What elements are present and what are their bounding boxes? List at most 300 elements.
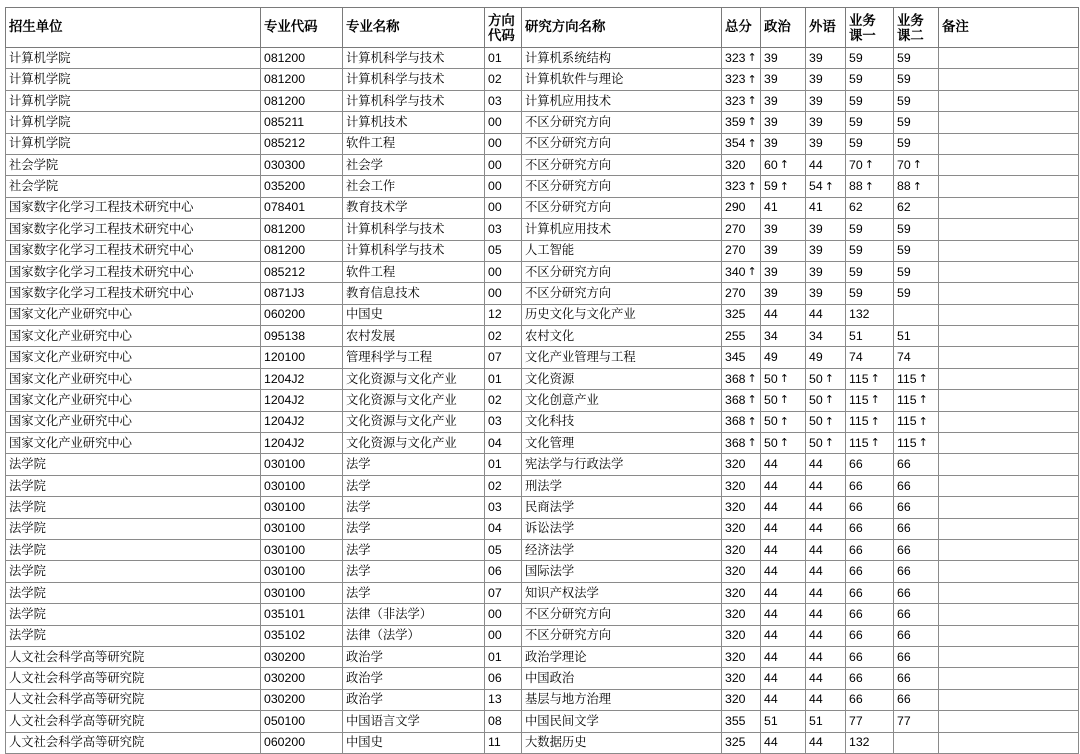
cell-politics bbox=[761, 668, 806, 689]
cell-remark bbox=[939, 112, 1079, 133]
column-header-remark: 备注 bbox=[939, 8, 1079, 48]
cell-major1-value: 59 bbox=[849, 93, 863, 108]
cell-unit bbox=[6, 454, 261, 475]
cell-unit-value: 法学院 bbox=[9, 628, 46, 643]
cell-major_name-value: 法律（法学） bbox=[346, 628, 420, 643]
cell-politics bbox=[761, 625, 806, 646]
cell-dir_name bbox=[522, 154, 722, 175]
cell-major2 bbox=[894, 154, 939, 175]
cell-foreign bbox=[806, 240, 846, 261]
cell-foreign bbox=[806, 112, 846, 133]
cell-total-value: 323 bbox=[725, 179, 746, 194]
cell-major1 bbox=[846, 304, 894, 325]
cell-unit bbox=[6, 518, 261, 539]
cell-major_code-value: 030300 bbox=[264, 157, 306, 172]
cell-unit bbox=[6, 347, 261, 368]
cell-major1 bbox=[846, 561, 894, 582]
cell-major2-value: 59 bbox=[897, 114, 911, 129]
table-row bbox=[6, 240, 1079, 261]
cell-major_name bbox=[343, 390, 485, 411]
table-row bbox=[6, 646, 1079, 667]
cell-major1 bbox=[846, 112, 894, 133]
cell-politics bbox=[761, 433, 806, 454]
cell-major1 bbox=[846, 625, 894, 646]
cell-remark bbox=[939, 347, 1079, 368]
cell-dir_name-value: 刑法学 bbox=[525, 478, 562, 493]
cell-total bbox=[722, 48, 761, 69]
cell-major_name bbox=[343, 176, 485, 197]
column-header-major1-line1: 业务 bbox=[849, 12, 876, 28]
cell-total-value: 255 bbox=[725, 328, 746, 343]
cell-major_code-value: 060200 bbox=[264, 735, 306, 750]
cell-major2 bbox=[894, 240, 939, 261]
cell-major1 bbox=[846, 326, 894, 347]
cell-major_name-value: 法学 bbox=[346, 521, 371, 536]
cell-major1 bbox=[846, 240, 894, 261]
cell-total bbox=[722, 689, 761, 710]
cell-unit bbox=[6, 732, 261, 753]
cell-dir_name-value: 文化创意产业 bbox=[525, 392, 599, 407]
cell-unit bbox=[6, 326, 261, 347]
cell-major1-value: 59 bbox=[849, 286, 863, 301]
up-arrow-icon: ↑ bbox=[824, 414, 834, 428]
cell-major2 bbox=[894, 475, 939, 496]
cell-dir_name bbox=[522, 732, 722, 753]
cell-major_name bbox=[343, 732, 485, 753]
cell-politics-value: 39 bbox=[764, 286, 778, 301]
cell-major1-value: 115 bbox=[849, 371, 869, 386]
cell-dir_code-value: 08 bbox=[488, 713, 502, 728]
up-arrow-icon: ↑ bbox=[779, 393, 789, 407]
cell-unit-value: 法学院 bbox=[9, 542, 46, 557]
cell-major_code bbox=[261, 561, 343, 582]
cell-politics-value: 44 bbox=[764, 628, 778, 643]
cell-total bbox=[722, 668, 761, 689]
cell-foreign-value: 44 bbox=[809, 521, 823, 536]
cell-major_name-value: 文化资源与文化产业 bbox=[346, 371, 457, 386]
cell-major2 bbox=[894, 261, 939, 282]
cell-major2-value: 66 bbox=[897, 585, 911, 600]
cell-total bbox=[722, 646, 761, 667]
cell-dir_name-value: 文化科技 bbox=[525, 414, 575, 429]
up-arrow-icon: ↑ bbox=[870, 436, 880, 450]
cell-total-value: 368 bbox=[725, 414, 746, 429]
cell-foreign-value: 39 bbox=[809, 136, 823, 151]
cell-major_code bbox=[261, 347, 343, 368]
cell-dir_code bbox=[485, 283, 522, 304]
cell-major_code-value: 030100 bbox=[264, 521, 306, 536]
cell-major2 bbox=[894, 433, 939, 454]
cell-major2 bbox=[894, 112, 939, 133]
cell-major1 bbox=[846, 154, 894, 175]
cell-unit-value: 国家数字化学习工程技术研究中心 bbox=[9, 221, 194, 236]
cell-major_code-value: 081200 bbox=[264, 72, 306, 87]
up-arrow-icon: ↑ bbox=[824, 372, 834, 386]
cell-major_code-value: 085212 bbox=[264, 136, 306, 151]
cell-major1-value: 66 bbox=[849, 649, 863, 664]
cell-major1 bbox=[846, 197, 894, 218]
cell-dir_name bbox=[522, 646, 722, 667]
cell-major1-value: 66 bbox=[849, 542, 863, 557]
cell-major_name bbox=[343, 304, 485, 325]
cell-dir_name bbox=[522, 604, 722, 625]
admission-score-table bbox=[5, 7, 1079, 754]
column-header-major2-line2: 课二 bbox=[897, 27, 924, 43]
cell-unit-value: 计算机学院 bbox=[9, 72, 71, 87]
cell-foreign-value: 41 bbox=[809, 200, 823, 215]
cell-major2 bbox=[894, 732, 939, 753]
cell-major2 bbox=[894, 454, 939, 475]
cell-major_code-value: 081200 bbox=[264, 50, 306, 65]
cell-foreign bbox=[806, 48, 846, 69]
cell-politics bbox=[761, 197, 806, 218]
cell-remark bbox=[939, 582, 1079, 603]
cell-dir_name-value: 不区分研究方向 bbox=[525, 200, 612, 215]
cell-dir_name-value: 文化资源 bbox=[525, 371, 575, 386]
cell-major2 bbox=[894, 539, 939, 560]
table-row bbox=[6, 48, 1079, 69]
cell-foreign bbox=[806, 176, 846, 197]
cell-unit bbox=[6, 390, 261, 411]
cell-major_code bbox=[261, 497, 343, 518]
cell-total bbox=[722, 582, 761, 603]
up-arrow-icon: ↑ bbox=[912, 179, 922, 193]
cell-dir_code-value: 03 bbox=[488, 93, 502, 108]
cell-total bbox=[722, 69, 761, 90]
cell-foreign-value: 44 bbox=[809, 457, 823, 472]
cell-dir_name-value: 不区分研究方向 bbox=[525, 179, 612, 194]
cell-unit bbox=[6, 69, 261, 90]
cell-unit bbox=[6, 582, 261, 603]
cell-foreign bbox=[806, 539, 846, 560]
cell-politics bbox=[761, 326, 806, 347]
cell-major_code bbox=[261, 69, 343, 90]
cell-total-value: 290 bbox=[725, 200, 746, 215]
table-row bbox=[6, 90, 1079, 111]
table-header bbox=[6, 8, 1079, 48]
cell-politics-value: 39 bbox=[764, 136, 778, 151]
cell-major_name bbox=[343, 326, 485, 347]
cell-dir_code bbox=[485, 368, 522, 389]
cell-dir_name-value: 国际法学 bbox=[525, 564, 575, 579]
cell-unit bbox=[6, 197, 261, 218]
up-arrow-icon: ↑ bbox=[747, 393, 757, 407]
cell-total bbox=[722, 326, 761, 347]
cell-major2 bbox=[894, 347, 939, 368]
table-row bbox=[6, 582, 1079, 603]
cell-major_name bbox=[343, 582, 485, 603]
cell-major_code bbox=[261, 240, 343, 261]
cell-unit-value: 人文社会科学高等研究院 bbox=[9, 713, 145, 728]
cell-dir_code-value: 06 bbox=[488, 564, 502, 579]
cell-unit bbox=[6, 668, 261, 689]
cell-major2-value: 66 bbox=[897, 478, 911, 493]
cell-major_name bbox=[343, 240, 485, 261]
cell-major2-value: 59 bbox=[897, 93, 911, 108]
cell-unit-value: 人文社会科学高等研究院 bbox=[9, 735, 145, 750]
cell-dir_name-value: 计算机应用技术 bbox=[525, 221, 612, 236]
cell-dir_code-value: 00 bbox=[488, 286, 502, 301]
cell-remark bbox=[939, 90, 1079, 111]
cell-foreign bbox=[806, 433, 846, 454]
cell-major2 bbox=[894, 646, 939, 667]
cell-dir_name-value: 不区分研究方向 bbox=[525, 628, 612, 643]
cell-total-value: 270 bbox=[725, 243, 746, 258]
cell-major_code bbox=[261, 368, 343, 389]
cell-dir_name bbox=[522, 219, 722, 240]
cell-dir_code bbox=[485, 668, 522, 689]
cell-politics bbox=[761, 154, 806, 175]
cell-major_name bbox=[343, 133, 485, 154]
cell-politics bbox=[761, 475, 806, 496]
cell-major_name bbox=[343, 48, 485, 69]
cell-total bbox=[722, 539, 761, 560]
cell-major2 bbox=[894, 176, 939, 197]
cell-total-value: 320 bbox=[725, 628, 746, 643]
cell-foreign bbox=[806, 454, 846, 475]
cell-major1-value: 115 bbox=[849, 435, 869, 450]
cell-dir_name bbox=[522, 368, 722, 389]
cell-dir_code bbox=[485, 433, 522, 454]
cell-dir_name bbox=[522, 433, 722, 454]
cell-major_name-value: 法学 bbox=[346, 478, 371, 493]
table-row bbox=[6, 390, 1079, 411]
cell-major_code bbox=[261, 326, 343, 347]
cell-foreign-value: 39 bbox=[809, 243, 823, 258]
cell-major1 bbox=[846, 732, 894, 753]
cell-total-value: 359 bbox=[725, 114, 746, 129]
cell-foreign bbox=[806, 518, 846, 539]
cell-politics bbox=[761, 283, 806, 304]
cell-total-value: 325 bbox=[725, 307, 746, 322]
cell-unit bbox=[6, 368, 261, 389]
cell-major_code-value: 030100 bbox=[264, 457, 306, 472]
cell-total-value: 355 bbox=[725, 713, 746, 728]
cell-foreign-value: 39 bbox=[809, 114, 823, 129]
cell-unit bbox=[6, 240, 261, 261]
up-arrow-icon: ↑ bbox=[747, 265, 757, 279]
cell-major_name-value: 法学 bbox=[346, 564, 371, 579]
cell-politics bbox=[761, 69, 806, 90]
table-row bbox=[6, 561, 1079, 582]
cell-major_name bbox=[343, 561, 485, 582]
cell-major_name-value: 计算机科学与技术 bbox=[346, 93, 445, 108]
cell-foreign-value: 44 bbox=[809, 628, 823, 643]
cell-total bbox=[722, 454, 761, 475]
cell-foreign bbox=[806, 582, 846, 603]
up-arrow-icon: ↑ bbox=[779, 436, 789, 450]
cell-major_name bbox=[343, 411, 485, 432]
cell-politics-value: 60 bbox=[764, 157, 778, 172]
cell-major2 bbox=[894, 304, 939, 325]
cell-major_name bbox=[343, 112, 485, 133]
up-arrow-icon: ↑ bbox=[918, 436, 928, 450]
cell-total bbox=[722, 347, 761, 368]
table-row bbox=[6, 261, 1079, 282]
cell-total-value: 325 bbox=[725, 735, 746, 750]
cell-foreign-value: 39 bbox=[809, 93, 823, 108]
cell-dir_code-value: 03 bbox=[488, 221, 502, 236]
table-row bbox=[6, 604, 1079, 625]
up-arrow-icon: ↑ bbox=[870, 372, 880, 386]
cell-unit-value: 法学院 bbox=[9, 606, 46, 621]
table-row bbox=[6, 347, 1079, 368]
cell-remark bbox=[939, 304, 1079, 325]
cell-politics bbox=[761, 390, 806, 411]
cell-major_code bbox=[261, 646, 343, 667]
cell-unit bbox=[6, 604, 261, 625]
cell-major_code bbox=[261, 689, 343, 710]
cell-major2 bbox=[894, 625, 939, 646]
table-row bbox=[6, 518, 1079, 539]
cell-major_name bbox=[343, 454, 485, 475]
cell-major_name-value: 法学 bbox=[346, 457, 371, 472]
cell-politics bbox=[761, 518, 806, 539]
cell-major_name bbox=[343, 347, 485, 368]
cell-foreign bbox=[806, 197, 846, 218]
cell-foreign-value: 50 bbox=[809, 392, 823, 407]
cell-major_code bbox=[261, 197, 343, 218]
cell-major2-value: 59 bbox=[897, 264, 911, 279]
cell-foreign bbox=[806, 625, 846, 646]
cell-unit bbox=[6, 689, 261, 710]
cell-total bbox=[722, 154, 761, 175]
cell-total bbox=[722, 497, 761, 518]
cell-major2 bbox=[894, 219, 939, 240]
cell-politics-value: 44 bbox=[764, 735, 778, 750]
cell-total-value: 270 bbox=[725, 221, 746, 236]
table-row bbox=[6, 197, 1079, 218]
cell-major2-value: 66 bbox=[897, 628, 911, 643]
cell-foreign bbox=[806, 497, 846, 518]
cell-major_name bbox=[343, 219, 485, 240]
cell-politics-value: 44 bbox=[764, 307, 778, 322]
cell-major_name bbox=[343, 668, 485, 689]
cell-dir_code-value: 03 bbox=[488, 414, 502, 429]
cell-politics bbox=[761, 732, 806, 753]
cell-major_code bbox=[261, 304, 343, 325]
cell-dir_code-value: 02 bbox=[488, 392, 502, 407]
cell-dir_name bbox=[522, 197, 722, 218]
cell-major1-value: 70 bbox=[849, 157, 863, 172]
cell-dir_name-value: 计算机软件与理论 bbox=[525, 72, 624, 87]
cell-major_code-value: 1204J2 bbox=[264, 435, 305, 450]
table-row bbox=[6, 112, 1079, 133]
cell-major_name-value: 教育信息技术 bbox=[346, 286, 420, 301]
cell-remark bbox=[939, 497, 1079, 518]
cell-unit-value: 法学院 bbox=[9, 585, 46, 600]
cell-major2 bbox=[894, 497, 939, 518]
cell-unit-value: 国家文化产业研究中心 bbox=[9, 414, 132, 429]
cell-major2 bbox=[894, 604, 939, 625]
up-arrow-icon: ↑ bbox=[747, 115, 757, 129]
cell-major_code bbox=[261, 90, 343, 111]
cell-politics-value: 44 bbox=[764, 649, 778, 664]
cell-total-value: 320 bbox=[725, 671, 746, 686]
cell-politics bbox=[761, 133, 806, 154]
cell-major_code-value: 030200 bbox=[264, 692, 306, 707]
cell-major1-value: 88 bbox=[849, 179, 863, 194]
cell-major_name-value: 计算机科学与技术 bbox=[346, 221, 445, 236]
cell-major2-value: 59 bbox=[897, 136, 911, 151]
cell-major1 bbox=[846, 604, 894, 625]
cell-dir_name bbox=[522, 668, 722, 689]
cell-major1-value: 59 bbox=[849, 136, 863, 151]
cell-major2 bbox=[894, 390, 939, 411]
cell-dir_name bbox=[522, 261, 722, 282]
cell-total bbox=[722, 219, 761, 240]
cell-major1-value: 66 bbox=[849, 585, 863, 600]
cell-major2-value: 66 bbox=[897, 606, 911, 621]
cell-dir_code bbox=[485, 539, 522, 560]
cell-major2 bbox=[894, 48, 939, 69]
cell-dir_code-value: 00 bbox=[488, 264, 502, 279]
cell-major1 bbox=[846, 283, 894, 304]
cell-politics bbox=[761, 604, 806, 625]
cell-major2-value: 62 bbox=[897, 200, 911, 215]
cell-dir_name bbox=[522, 689, 722, 710]
cell-major_name bbox=[343, 261, 485, 282]
cell-dir_code-value: 05 bbox=[488, 243, 502, 258]
cell-politics bbox=[761, 646, 806, 667]
up-arrow-icon: ↑ bbox=[779, 372, 789, 386]
table-row bbox=[6, 411, 1079, 432]
cell-dir_code-value: 03 bbox=[488, 499, 502, 514]
cell-major_name bbox=[343, 197, 485, 218]
cell-major2-value: 70 bbox=[897, 157, 911, 172]
cell-unit bbox=[6, 539, 261, 560]
cell-foreign-value: 44 bbox=[809, 692, 823, 707]
cell-major2-value: 59 bbox=[897, 221, 911, 236]
cell-dir_code bbox=[485, 475, 522, 496]
cell-major_code-value: 030200 bbox=[264, 649, 306, 664]
column-header-major1-line2: 课一 bbox=[849, 27, 876, 43]
cell-foreign bbox=[806, 646, 846, 667]
cell-remark bbox=[939, 561, 1079, 582]
cell-major_name-value: 管理科学与工程 bbox=[346, 350, 433, 365]
cell-major_code-value: 050100 bbox=[264, 713, 306, 728]
table-row bbox=[6, 283, 1079, 304]
cell-remark bbox=[939, 625, 1079, 646]
cell-dir_name-value: 民商法学 bbox=[525, 499, 575, 514]
cell-foreign bbox=[806, 261, 846, 282]
cell-unit bbox=[6, 48, 261, 69]
cell-major1-value: 66 bbox=[849, 692, 863, 707]
up-arrow-icon: ↑ bbox=[870, 393, 880, 407]
cell-politics bbox=[761, 304, 806, 325]
cell-unit bbox=[6, 433, 261, 454]
cell-politics bbox=[761, 368, 806, 389]
cell-dir_code bbox=[485, 625, 522, 646]
cell-foreign bbox=[806, 411, 846, 432]
cell-foreign-value: 44 bbox=[809, 585, 823, 600]
cell-politics bbox=[761, 90, 806, 111]
cell-foreign bbox=[806, 90, 846, 111]
cell-major2-value: 115 bbox=[897, 435, 917, 450]
cell-major_name-value: 文化资源与文化产业 bbox=[346, 414, 457, 429]
cell-major_code-value: 030100 bbox=[264, 478, 306, 493]
cell-major1-value: 59 bbox=[849, 72, 863, 87]
column-header-dir_name: 研究方向名称 bbox=[522, 8, 722, 48]
cell-foreign-value: 44 bbox=[809, 735, 823, 750]
cell-major2-value: 115 bbox=[897, 371, 917, 386]
cell-unit-value: 国家文化产业研究中心 bbox=[9, 328, 132, 343]
cell-unit-value: 国家文化产业研究中心 bbox=[9, 435, 132, 450]
cell-remark bbox=[939, 48, 1079, 69]
cell-major_name-value: 中国史 bbox=[346, 735, 383, 750]
cell-major1-value: 132 bbox=[849, 735, 870, 750]
cell-dir_code bbox=[485, 582, 522, 603]
